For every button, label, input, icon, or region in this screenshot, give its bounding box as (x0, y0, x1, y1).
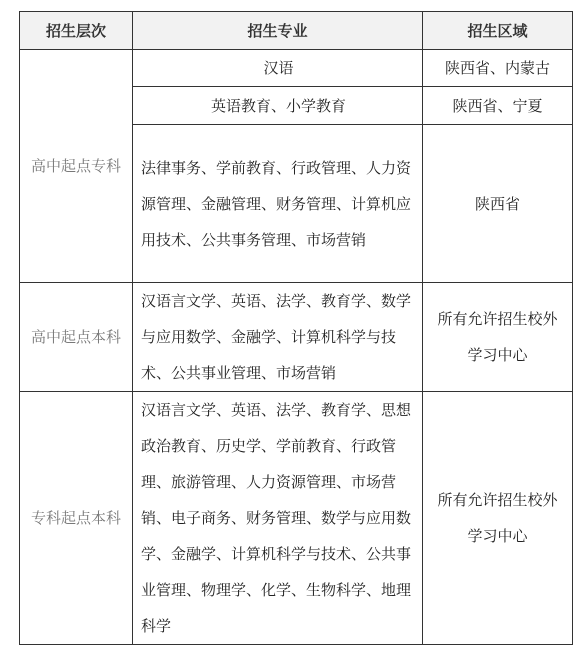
majors-cell: 汉语 (133, 50, 423, 87)
region-cell: 陕西省 (423, 125, 573, 283)
header-region: 招生区域 (423, 12, 573, 50)
majors-cell: 法律事务、学前教育、行政管理、人力资源管理、金融管理、财务管理、计算机应用技术、公共事务管理、市场营销 (133, 125, 423, 283)
enrollment-table (19, 11, 573, 645)
region-cell: 所有允许招生校外学习中心 (423, 283, 573, 392)
majors-cell: 汉语言文学、英语、法学、教育学、思想政治教育、历史学、学前教育、行政管理、旅游管理、人力资源管理、市场营销、电子商务、财务管理、数学与应用数学、金融学、计算机科学与技术、公共事业管理、物理学、化学、生物科学、地理科学 (133, 392, 423, 645)
level-cell: 专科起点本科 (20, 392, 133, 645)
majors-cell: 汉语言文学、英语、法学、教育学、数学与应用数学、金融学、计算机科学与技术、公共事业管理、市场营销 (133, 283, 423, 392)
region-cell: 陕西省、内蒙古 (423, 50, 573, 87)
region-cell: 所有允许招生校外学习中心 (423, 392, 573, 645)
table-row (20, 50, 573, 87)
header-level: 招生层次 (20, 12, 133, 50)
header-major: 招生专业 (133, 12, 423, 50)
level-cell: 高中起点本科 (20, 283, 133, 392)
table-row (20, 283, 573, 392)
level-cell: 高中起点专科 (20, 50, 133, 283)
majors-cell: 英语教育、小学教育 (133, 87, 423, 125)
region-cell: 陕西省、宁夏 (423, 87, 573, 125)
header-row (20, 12, 573, 50)
table-row (20, 392, 573, 645)
